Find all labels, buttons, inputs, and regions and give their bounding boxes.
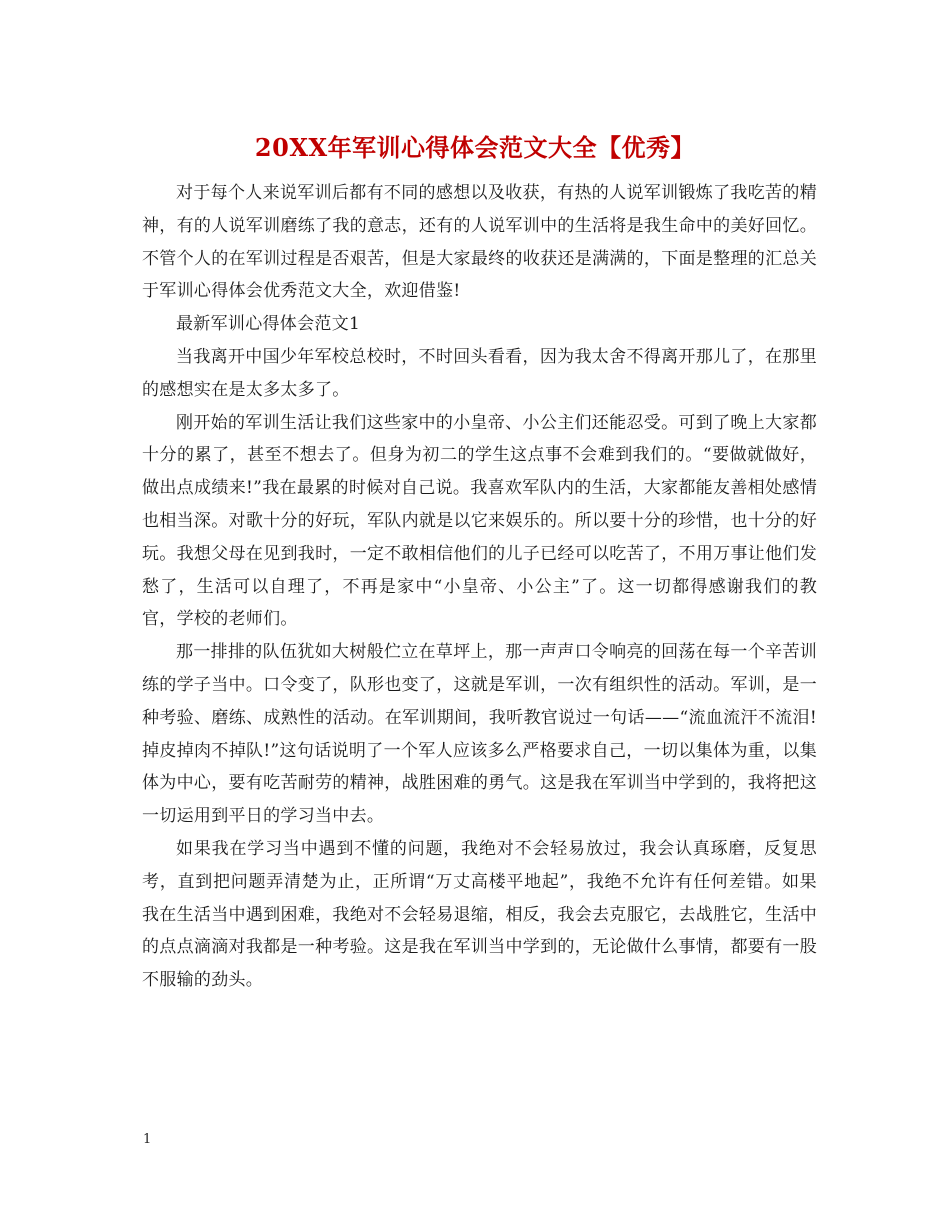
paragraph: 那一排排的队伍犹如大树般伫立在草坪上，那一声声口令响亮的回荡在每一个辛苦训练的学子当中。口令变了，队形也变了，这就是军训，一次有组织性的活动。军训，是一种考验、磨练、成熟性的活动。在军训期间，我听教官说过一句话——“流血流汗不流泪!掉皮掉肉不掉队!”这句话说明了一个军人应该多么严格要求自己，一切以集体为重，以集体为中心，要有吃苦耐劳的精神，战胜困难的勇气。这是我在军训当中学到的，我将把这一切运用到平日的学习当中去。 bbox=[142, 642, 817, 827]
paragraph-intro: 对于每个人来说军训后都有不同的感想以及收获，有热的人说军训锻炼了我吃苦的精神，有的人说军训磨练了我的意志，还有的人说军训中的生活将是我生命中的美好回忆。不管个人的在军训过程是否艰苦，但是大家最终的收获还是满满的，下面是整理的汇总关于军训心得体会优秀范文大全，欢迎借鉴! bbox=[142, 183, 817, 302]
section-heading: 最新军训心得体会范文1 bbox=[176, 314, 361, 335]
document-body bbox=[142, 177, 817, 997]
paragraph: 当我离开中国少年军校总校时，不时回头看看，因为我太舍不得离开那儿了，在那里的感想实在是太多太多了。 bbox=[142, 346, 817, 400]
document-title: 20XX年军训心得体会范文大全【优秀】 bbox=[254, 133, 696, 162]
page-number: 1 bbox=[143, 1132, 152, 1147]
paragraph: 刚开始的军训生活让我们这些家中的小皇帝、小公主们还能忍受。可到了晚上大家都十分的累了，甚至不想去了。但身为初二的学生这点事不会难到我们的。“要做就做好，做出点成绩来!”我在最累的时候对自己说。我喜欢军队内的生活，大家都能友善相处感情也相当深。对歌十分的好玩，军队内就是以它来娱乐的。所以要十分的珍惜，也十分的好玩。我想父母在见到我时，一定不敢相信他们的儿子已经可以吃苦了，不用万事让他们发愁了，生活可以自理了，不再是家中“小皇帝、小公主”了。这一切都得感谢我们的教官，学校的老师们。 bbox=[142, 412, 817, 630]
paragraph: 如果我在学习当中遇到不懂的问题，我绝对不会轻易放过，我会认真琢磨，反复思考，直到把问题弄清楚为止，正所谓“万丈高楼平地起”，我绝不允许有任何差错。如果我在生活当中遇到困难，我绝对不会轻易退缩，相反，我会去克服它，去战胜它，生活中的点点滴滴对我都是一种考验。这是我在军训当中学到的，无论做什么事情，都要有一股不服输的劲头。 bbox=[142, 838, 817, 991]
